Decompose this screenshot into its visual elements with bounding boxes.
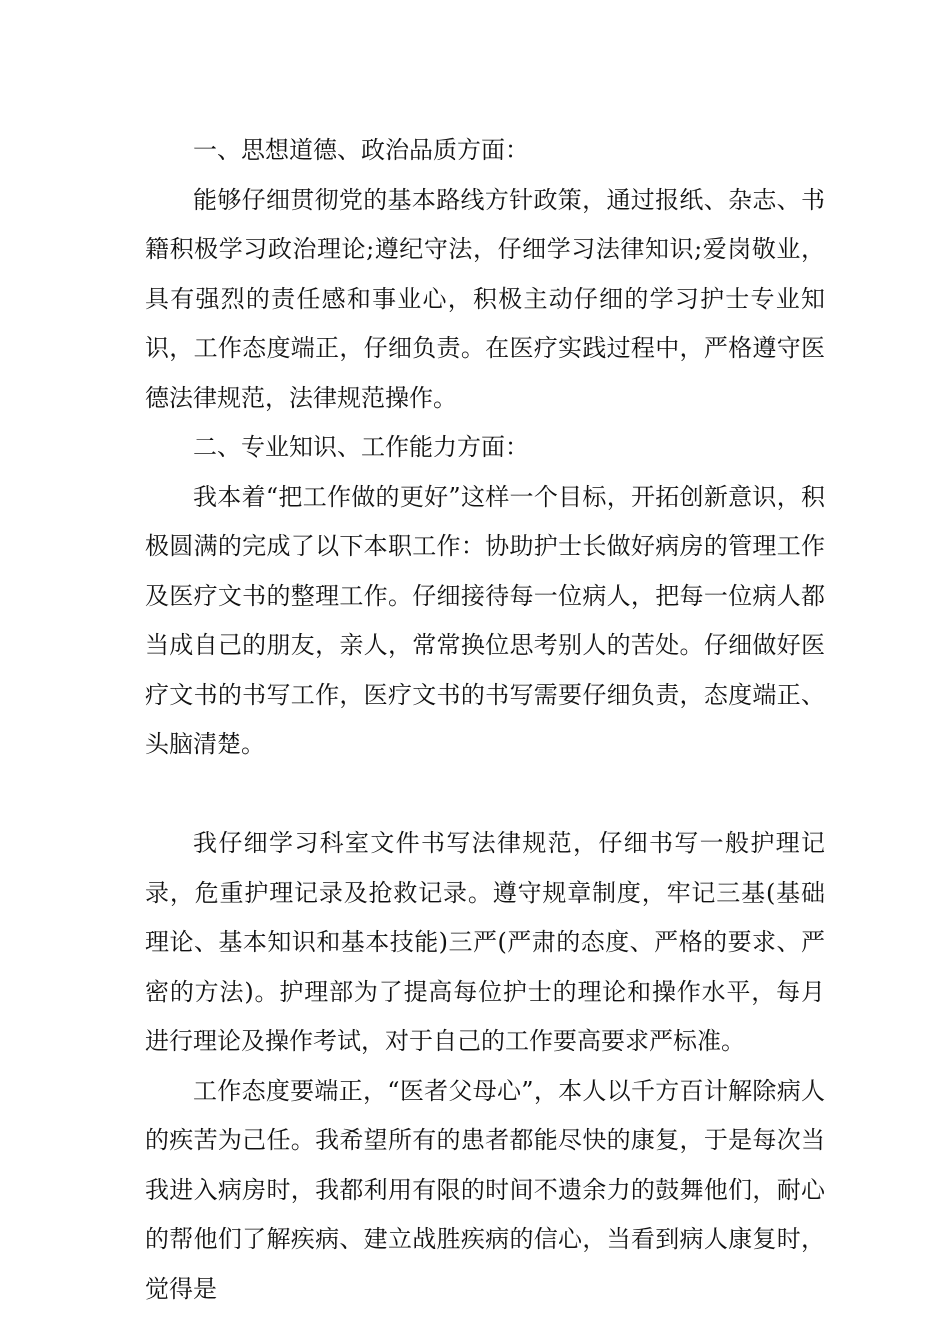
paragraph-professional: 我本着“把工作做的更好”这样一个目标，开拓创新意识，积极圆满的完成了以下本职工作：协助护士长做好病房的管理工作及医疗文书的整理工作。仔细接待每一位病人，把每一位病人都当成自己的朋友，亲人，常常换位思考别人的苦处。仔细做好医疗文书的书写工作，医疗文书的书写需要仔细负责，态度端正、头脑清楚。 xyxy=(145,482,825,758)
section-heading-professional: 二、专业知识、工作能力方面： xyxy=(193,433,529,461)
document-body xyxy=(145,126,825,1314)
section-heading-ethics: 一、思想道德、政治品质方面： xyxy=(193,136,529,164)
paragraph-ethics: 能够仔细贯彻党的基本路线方针政策，通过报纸、杂志、书籍积极学习政治理论;遵纪守法，仔细学习法律知识;爱岗敬业，具有强烈的责任感和事业心，积极主动仔细的学习护士专业知识，工作态度端正，仔细负责。在医疗实践过程中，严格遵守医德法律规范，法律规范操作。 xyxy=(145,185,825,412)
paragraph-attitude: 工作态度要端正，“医者父母心”，本人以千方百计解除病人的疾苦为己任。我希望所有的患者都能尽快的康复，于是每次当我进入病房时，我都利用有限的时间不遗余力的鼓舞他们，耐心的帮他们了解疾病、建立战胜疾病的信心，当看到病人康复时，觉得是 xyxy=(145,1076,825,1303)
paragraph-gap xyxy=(145,770,825,820)
paragraph-records: 我仔细学习科室文件书写法律规范，仔细书写一般护理记录，危重护理记录及抢救记录。遵守规章制度，牢记三基(基础理论、基本知识和基本技能)三严(严肃的态度、严格的要求、严密的方法)。护理部为了提高每位护士的理论和操作水平，每月进行理论及操作考试，对于自己的工作要高要求严标准。 xyxy=(145,829,825,1055)
